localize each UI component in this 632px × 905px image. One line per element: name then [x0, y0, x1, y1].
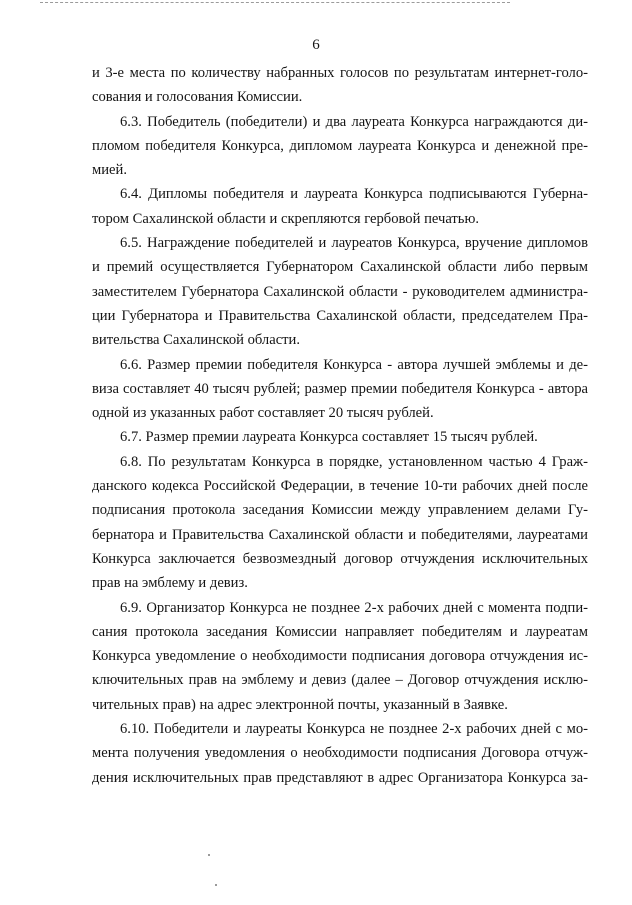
- paragraph-6-7: [92, 425, 588, 449]
- paragraph-6-3: [92, 110, 588, 183]
- text-line: чительных прав) на адрес электронной почты, указанный в Заявке.: [92, 696, 508, 713]
- text-line: Конкурса заключается безвозмездный договор отчуждения исключительных: [92, 550, 588, 567]
- text-line: прав на эмблему и девиз.: [92, 575, 248, 592]
- text-line: 6.5. Награждение победителей и лауреатов Конкурса, вручение дипломов: [120, 235, 588, 252]
- paragraph-6-8: [92, 450, 588, 596]
- paragraph-6-6: [92, 353, 588, 426]
- paragraph-continuation: [92, 61, 588, 110]
- paragraph-6-5: [92, 231, 588, 352]
- text-line: бернатора и Правительства Сахалинской области и победителями, лауреатами: [92, 526, 588, 543]
- text-line: ции Губернатора и Правительства Сахалинской области, председателем Пра-: [92, 307, 588, 324]
- text-line: 6.7. Размер премии лауреата Конкурса составляет 15 тысяч рублей.: [120, 429, 538, 446]
- scan-speck: [208, 854, 210, 856]
- paragraph-6-9: [92, 596, 588, 717]
- text-line: виза составляет 40 тысяч рублей; размер премии победителя Конкурса - автора: [92, 380, 588, 397]
- page-number: 6: [312, 37, 320, 53]
- text-line: и 3-е места по количеству набранных голосов по результатам интернет-голо-: [92, 65, 588, 81]
- scan-top-edge: [40, 2, 510, 3]
- text-line: одной из указанных работ составляет 20 тысяч рублей.: [92, 405, 434, 422]
- paragraph-6-4: [92, 182, 588, 231]
- text-line: подписания протокола заседания Комиссии между управлением делами Гу-: [92, 502, 588, 519]
- text-line: мента получения уведомления о необходимости подписания Договора отчуж-: [92, 745, 588, 762]
- text-line: 6.10. Победители и лауреаты Конкурса не позднее 2-х рабочих дней с мо-: [120, 721, 588, 738]
- text-line: и премий осуществляется Губернатором Сахалинской области либо первым: [92, 259, 588, 276]
- text-line: 6.8. По результатам Конкурса в порядке, установленном частью 4 Граж-: [120, 453, 588, 470]
- scan-speck: [215, 884, 217, 886]
- text-line: тором Сахалинской области и скрепляются гербовой печатью.: [92, 210, 480, 227]
- text-line: сания протокола заседания Комиссии направляет победителям и лауреатам: [92, 623, 588, 640]
- text-line: пломом победителя Конкурса, дипломом лауреата Конкурса и денежной пре-: [92, 137, 588, 154]
- text-line: ключительных прав на эмблему и девиз (далее – Договор отчуждения исклю-: [92, 672, 588, 689]
- text-line: заместителем Губернатора Сахалинской области - руководителем администра-: [92, 283, 588, 300]
- text-line: Конкурса уведомление о необходимости подписания договора отчуждения ис-: [92, 648, 588, 665]
- text-line: мией.: [92, 162, 127, 179]
- text-line: данского кодекса Российской Федерации, в течение 10-ти рабочих дней после: [92, 478, 588, 495]
- text-line: 6.6. Размер премии победителя Конкурса - автора лучшей эмблемы и де-: [120, 356, 588, 373]
- text-line: 6.4. Дипломы победителя и лауреата Конкурса подписываются Губерна-: [120, 186, 588, 203]
- text-line: вительства Сахалинской области.: [92, 332, 301, 349]
- text-line: дения исключительных прав представляют в адрес Организатора Конкурса за-: [92, 769, 588, 786]
- document-body: [92, 61, 588, 790]
- text-line: 6.3. Победитель (победители) и два лауреата Конкурса награждаются ди-: [120, 113, 588, 130]
- paragraph-6-10: [92, 717, 588, 790]
- text-line: сования и голосования Комиссии.: [92, 89, 303, 106]
- text-line: 6.9. Организатор Конкурса не позднее 2-х рабочих дней с момента подпи-: [120, 599, 588, 616]
